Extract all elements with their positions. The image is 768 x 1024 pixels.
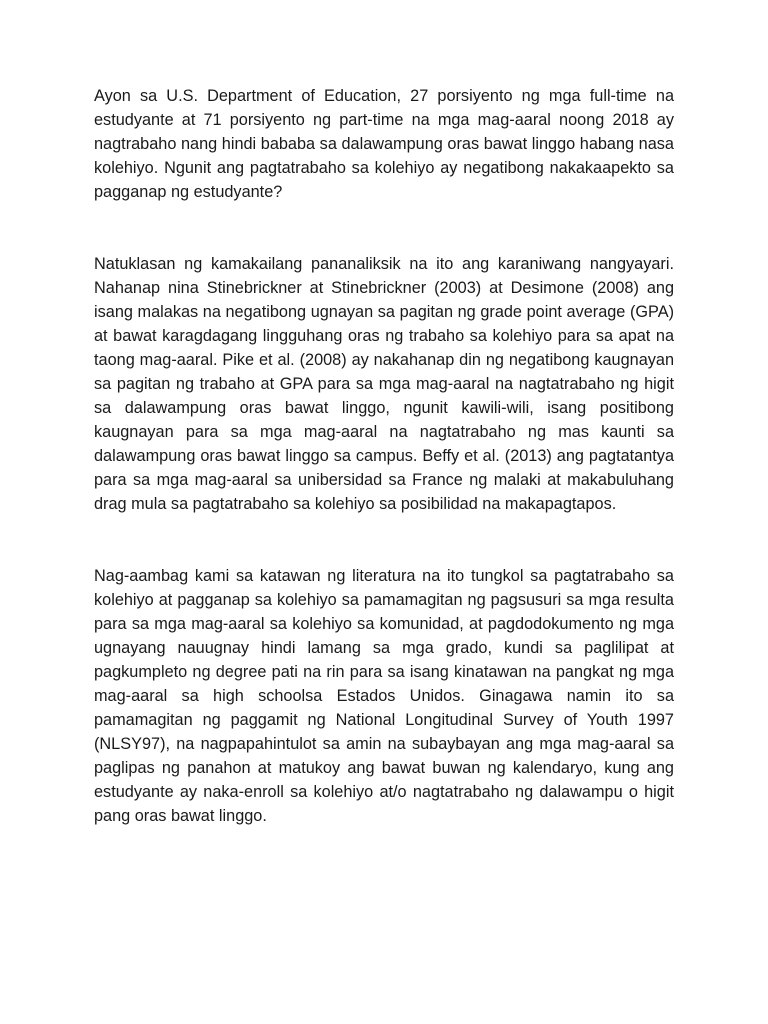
paragraph-3: Nag-aambag kami sa katawan ng literatura na ito tungkol sa pagtatrabaho sa kolehiyo at pagganap sa kolehiyo sa pamamagitan ng pagsusuri sa mga resulta para sa mga mag-aaral sa kolehiyo sa komunidad, at pagdodokumento ng mga ugnayang nauugnay hindi lamang sa mga grado, kundi sa paglilipat at pagkumpleto ng degree pati na rin para sa isang kinatawan na pangkat ng mga mag-aaral sa high schoolsa Estados Unidos. Ginagawa namin ito sa pamamagitan ng paggamit ng National Longitudinal Survey of Youth 1997 (NLSY97), na nagpapahintulot sa amin na subaybayan ang mga mag-aaral sa paglipas ng panahon at matukoy ang bawat buwan ng kalendaryo, kung ang estudyante ay naka-enroll sa kolehiyo at/o nagtatrabaho ng dalawampu o higit pang oras bawat linggo. [94,567,674,825]
paragraph-2: Natuklasan ng kamakailang pananaliksik na ito ang karaniwang nangyayari. Nahanap nina Stinebrickner at Stinebrickner (2003) at Desimone (2008) ang isang malakas na negatibong ugnayan sa pagitan ng grade point average (GPA) at bawat karagdagang lingguhang oras ng trabaho sa kolehiyo para sa apat na taong mag-aaral. Pike et al. (2008) ay nakahanap din ng negatibong kaugnayan sa pagitan ng trabaho at GPA para sa mga mag-aaral na nagtatrabaho ng higit sa dalawampung oras bawat linggo, ngunit kawili-wili, isang positibong kaugnayan para sa mga mag-aaral na nagtatrabaho ng mas kaunti sa dalawampung oras bawat linggo sa campus. Beffy et al. (2013) ang pagtatantya para sa mga mag-aaral sa unibersidad sa France ng malaki at makabuluhang drag mula sa pagtatrabaho sa kolehiyo sa posibilidad na makapagtapos. [94,255,674,513]
paragraph-1: Ayon sa U.S. Department of Education, 27 porsiyento ng mga full-time na estudyante at 71 porsiyento ng part-time na mga mag-aaral noong 2018 ay nagtrabaho nang hindi bababa sa dalawampung oras bawat linggo habang nasa kolehiyo. Ngunit ang pagtatrabaho sa kolehiyo ay negatibong nakakaapekto sa pagganap ng estudyante? [94,87,674,201]
